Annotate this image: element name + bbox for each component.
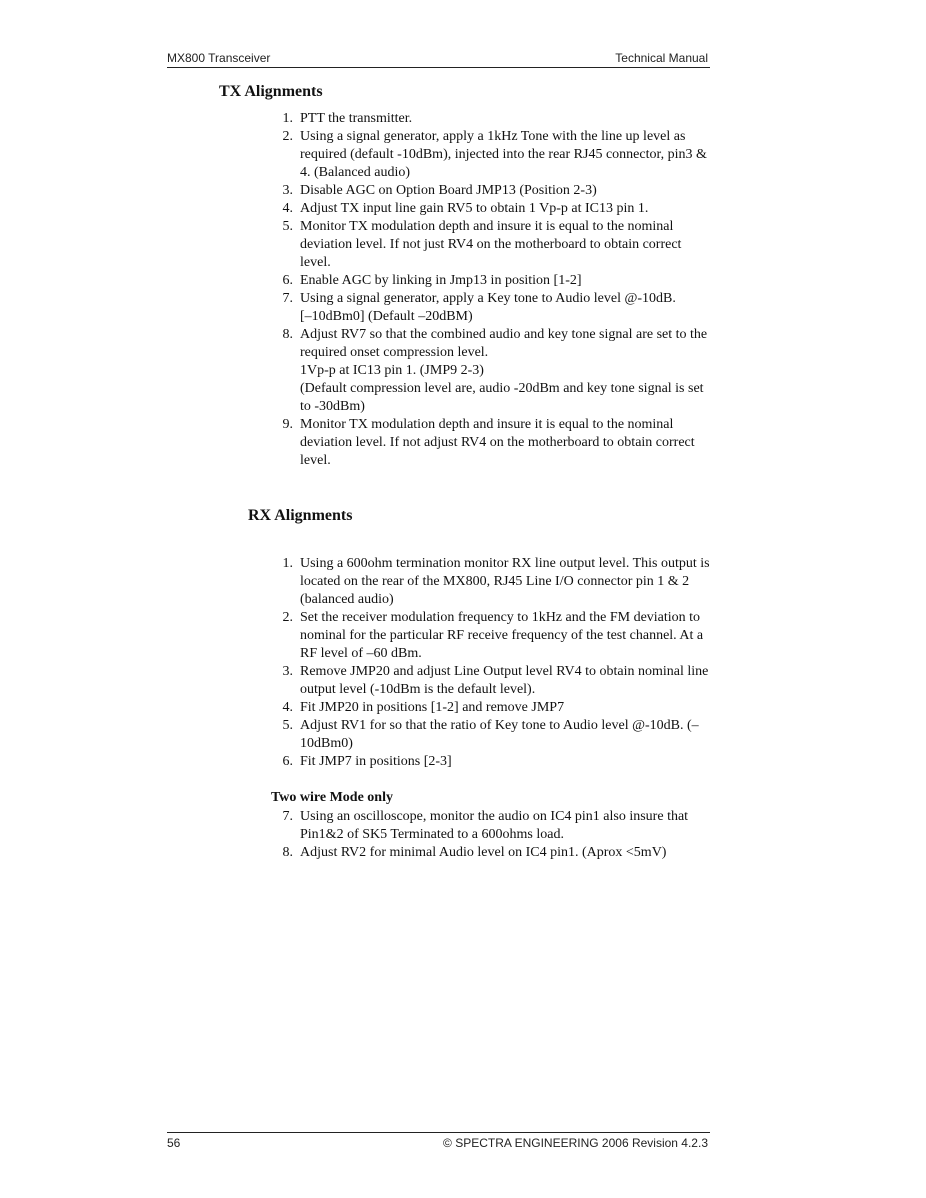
list-item: 2. Using a signal generator, apply a 1kHz Tone with the line up level as required (default -10dBm), injected into the rear RJ45 connector, pin3 & 4. (Balanced audio): [282, 129, 707, 180]
list-item: 8. Adjust RV2 for minimal Audio level on IC4 pin1. (Aprox <5mV): [282, 845, 667, 860]
list-item: 1. PTT the transmitter.: [282, 111, 413, 126]
list-item: 2. Set the receiver modulation frequency to 1kHz and the FM deviation to nominal for the particular RF receive frequency of the test channel. At a RF level of –60 dBm.: [282, 610, 704, 661]
header-manual-type: Technical Manual: [615, 51, 708, 65]
list-item: 1. Using a 600ohm termination monitor RX line output level. This output is located on the rear of the MX800, RJ45 Line I/O connector pin 1 & 2 (balanced audio): [282, 556, 710, 607]
list-item: 7. Using an oscilloscope, monitor the audio on IC4 pin1 also insure that Pin1&2 of SK5 Terminated to a 600ohms load.: [282, 809, 689, 842]
page-header: [167, 50, 710, 68]
list-item: 9. Monitor TX modulation depth and insure it is equal to the nominal deviation level. If not adjust RV4 on the motherboard to obtain correct level.: [282, 417, 695, 468]
list-item: 4. Adjust TX input line gain RV5 to obtain 1 Vp-p at IC13 pin 1.: [282, 201, 649, 216]
header-doc-title: MX800 Transceiver: [167, 51, 271, 65]
page-footer: [167, 1132, 710, 1153]
two-wire-steps-list: [273, 808, 713, 862]
list-item: 6. Enable AGC by linking in Jmp13 in position [1-2]: [282, 273, 582, 288]
list-item: 7. Using a signal generator, apply a Key tone to Audio level @-10dB. [–10dBm0] (Default –20dBM): [282, 291, 676, 324]
tx-steps-list: [273, 110, 713, 470]
list-item: 5. Adjust RV1 for so that the ratio of Key tone to Audio level @-10dB. (–10dBm0): [282, 718, 699, 751]
list-item: 6. Fit JMP7 in positions [2-3]: [282, 754, 452, 769]
list-item: 8. Adjust RV7 so that the combined audio and key tone signal are set to the required onset compression level. 1Vp-p at IC13 pin 1. (JMP9 2-3) (Default compression level are, audio -20dBm and key tone signal is set to -30dBm): [282, 327, 708, 414]
rx-alignments-heading: RX Alignments: [248, 507, 353, 524]
two-wire-mode-heading: Two wire Mode only: [271, 790, 393, 805]
page-number: 56: [167, 1136, 181, 1150]
tx-alignments-heading: TX Alignments: [219, 83, 323, 100]
footer-copyright: © SPECTRA ENGINEERING 2006 Revision 4.2.3: [443, 1136, 708, 1150]
list-item: 3. Remove JMP20 and adjust Line Output level RV4 to obtain nominal line output level (-10dBm is the default level).: [282, 664, 709, 697]
list-item: 3. Disable AGC on Option Board JMP13 (Position 2-3): [282, 183, 597, 198]
rx-steps-list: [273, 555, 713, 771]
list-item: 5. Monitor TX modulation depth and insure it is equal to the nominal deviation level. If not just RV4 on the motherboard to obtain correct level.: [282, 219, 682, 270]
list-item: 4. Fit JMP20 in positions [1-2] and remove JMP7: [282, 700, 565, 715]
